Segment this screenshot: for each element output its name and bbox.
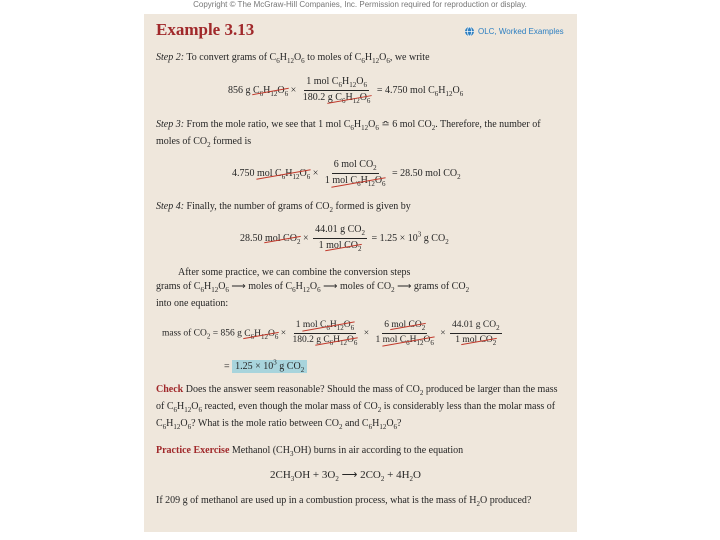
practice-question: If 209 g of methanol are used up in a combustion process, what is the mass of $H_2O$ produced? xyxy=(156,495,532,508)
example-title: Example 3.13 xyxy=(156,20,255,39)
result-highlight: $1.25 \times 10^3$ g $CO_2$ xyxy=(232,360,307,373)
step2-text: Step 2: To convert grams of $C_6H_{12}O_6$ to moles of $C_6H_{12}O_6$, we write xyxy=(156,52,430,65)
step2-label: Step 2: xyxy=(156,52,185,63)
step4-equation: 28.50 mol $CO_2$ × $\frac{44.01 g CO_2}{1 mol CO_2}$ = $1.25 \times 10^3$ g $CO_2$ xyxy=(240,224,449,253)
practice-equation: $2CH_3OH + 3O_2$ ⟶ $2CO_2 + 4H_2O$ xyxy=(270,469,421,484)
check-label: Check xyxy=(156,384,184,395)
practice-text: Practice Exercise Methanol $(CH_3OH)$ burns in air according to the equation xyxy=(156,445,464,458)
step3-label: Step 3: xyxy=(156,119,185,130)
step3-equation: 4.750 mol $C_6H_{12}O_6$ × $\frac{6 mol CO_2}{1 mol C_6H_{12}O_6}$ = 28.50 mol $CO_2$ xyxy=(232,159,461,188)
step3-text: Step 3: From the mole ratio, we see that 1 mol $C_6H_{12}O_6$ ≏ 6 mol $CO_2$. Therefore, the number of moles of $CO_2$ formed is xyxy=(156,119,541,149)
copyright-notice: Copyright © The McGraw-Hill Companies, Inc. Permission required for reproduction or display. xyxy=(193,0,527,9)
step4-label: Step 4: xyxy=(156,201,185,212)
step2-equation: 856 g $C_6H_{12}O_6$ × $\frac{1 mol C_6H_{12}O_6}{180.2 g C_6H_{12}O_6}$ = 4.750 mol $C_6H_{12}O_6$ xyxy=(228,76,464,105)
combined-equation: mass of $CO_2 = 856$ g $C_6H_{12}O_6$ × $\frac{1 mol C_6H_{12}O_6}{180.2 g C_6H_{12}O_6}$ × $\frac{6 mol CO_2}{1 mol C_6H_{12}O_6}$ × $\frac{44.01 g CO_2}{1 mol CO_2}$ xyxy=(162,320,500,347)
combined-result: = $1.25 \times 10^3$ g $CO_2$ xyxy=(224,359,307,374)
globe-icon xyxy=(464,26,475,37)
olc-worked-examples-link[interactable] xyxy=(464,26,564,37)
check-text: Check Does the answer seem reasonable? Should the mass of $CO_2$ produced be larger than the mass of $C_6H_{12}O_6$ reacted, even though the molar mass of $CO_2$ is considerably less than the molar mass of $C_6H_{12}O_6$? What is the mole ratio between $CO_2$ and $C_6H_{12}O_6$? xyxy=(156,384,558,431)
combine-text: After some practice, we can combine the conversion steps grams of $C_6H_{12}O_6$ ⟶ moles of $C_6H_{12}O_6$ ⟶ moles of $CO_2$ ⟶ grams of $CO_2$ into one equation: xyxy=(156,267,470,309)
step4-text: Step 4: Finally, the number of grams of $CO_2$ formed is given by xyxy=(156,201,411,214)
practice-label: Practice Exercise xyxy=(156,445,230,456)
textbook-page xyxy=(144,14,577,532)
olc-label: OLC, Worked Examples xyxy=(478,27,564,36)
